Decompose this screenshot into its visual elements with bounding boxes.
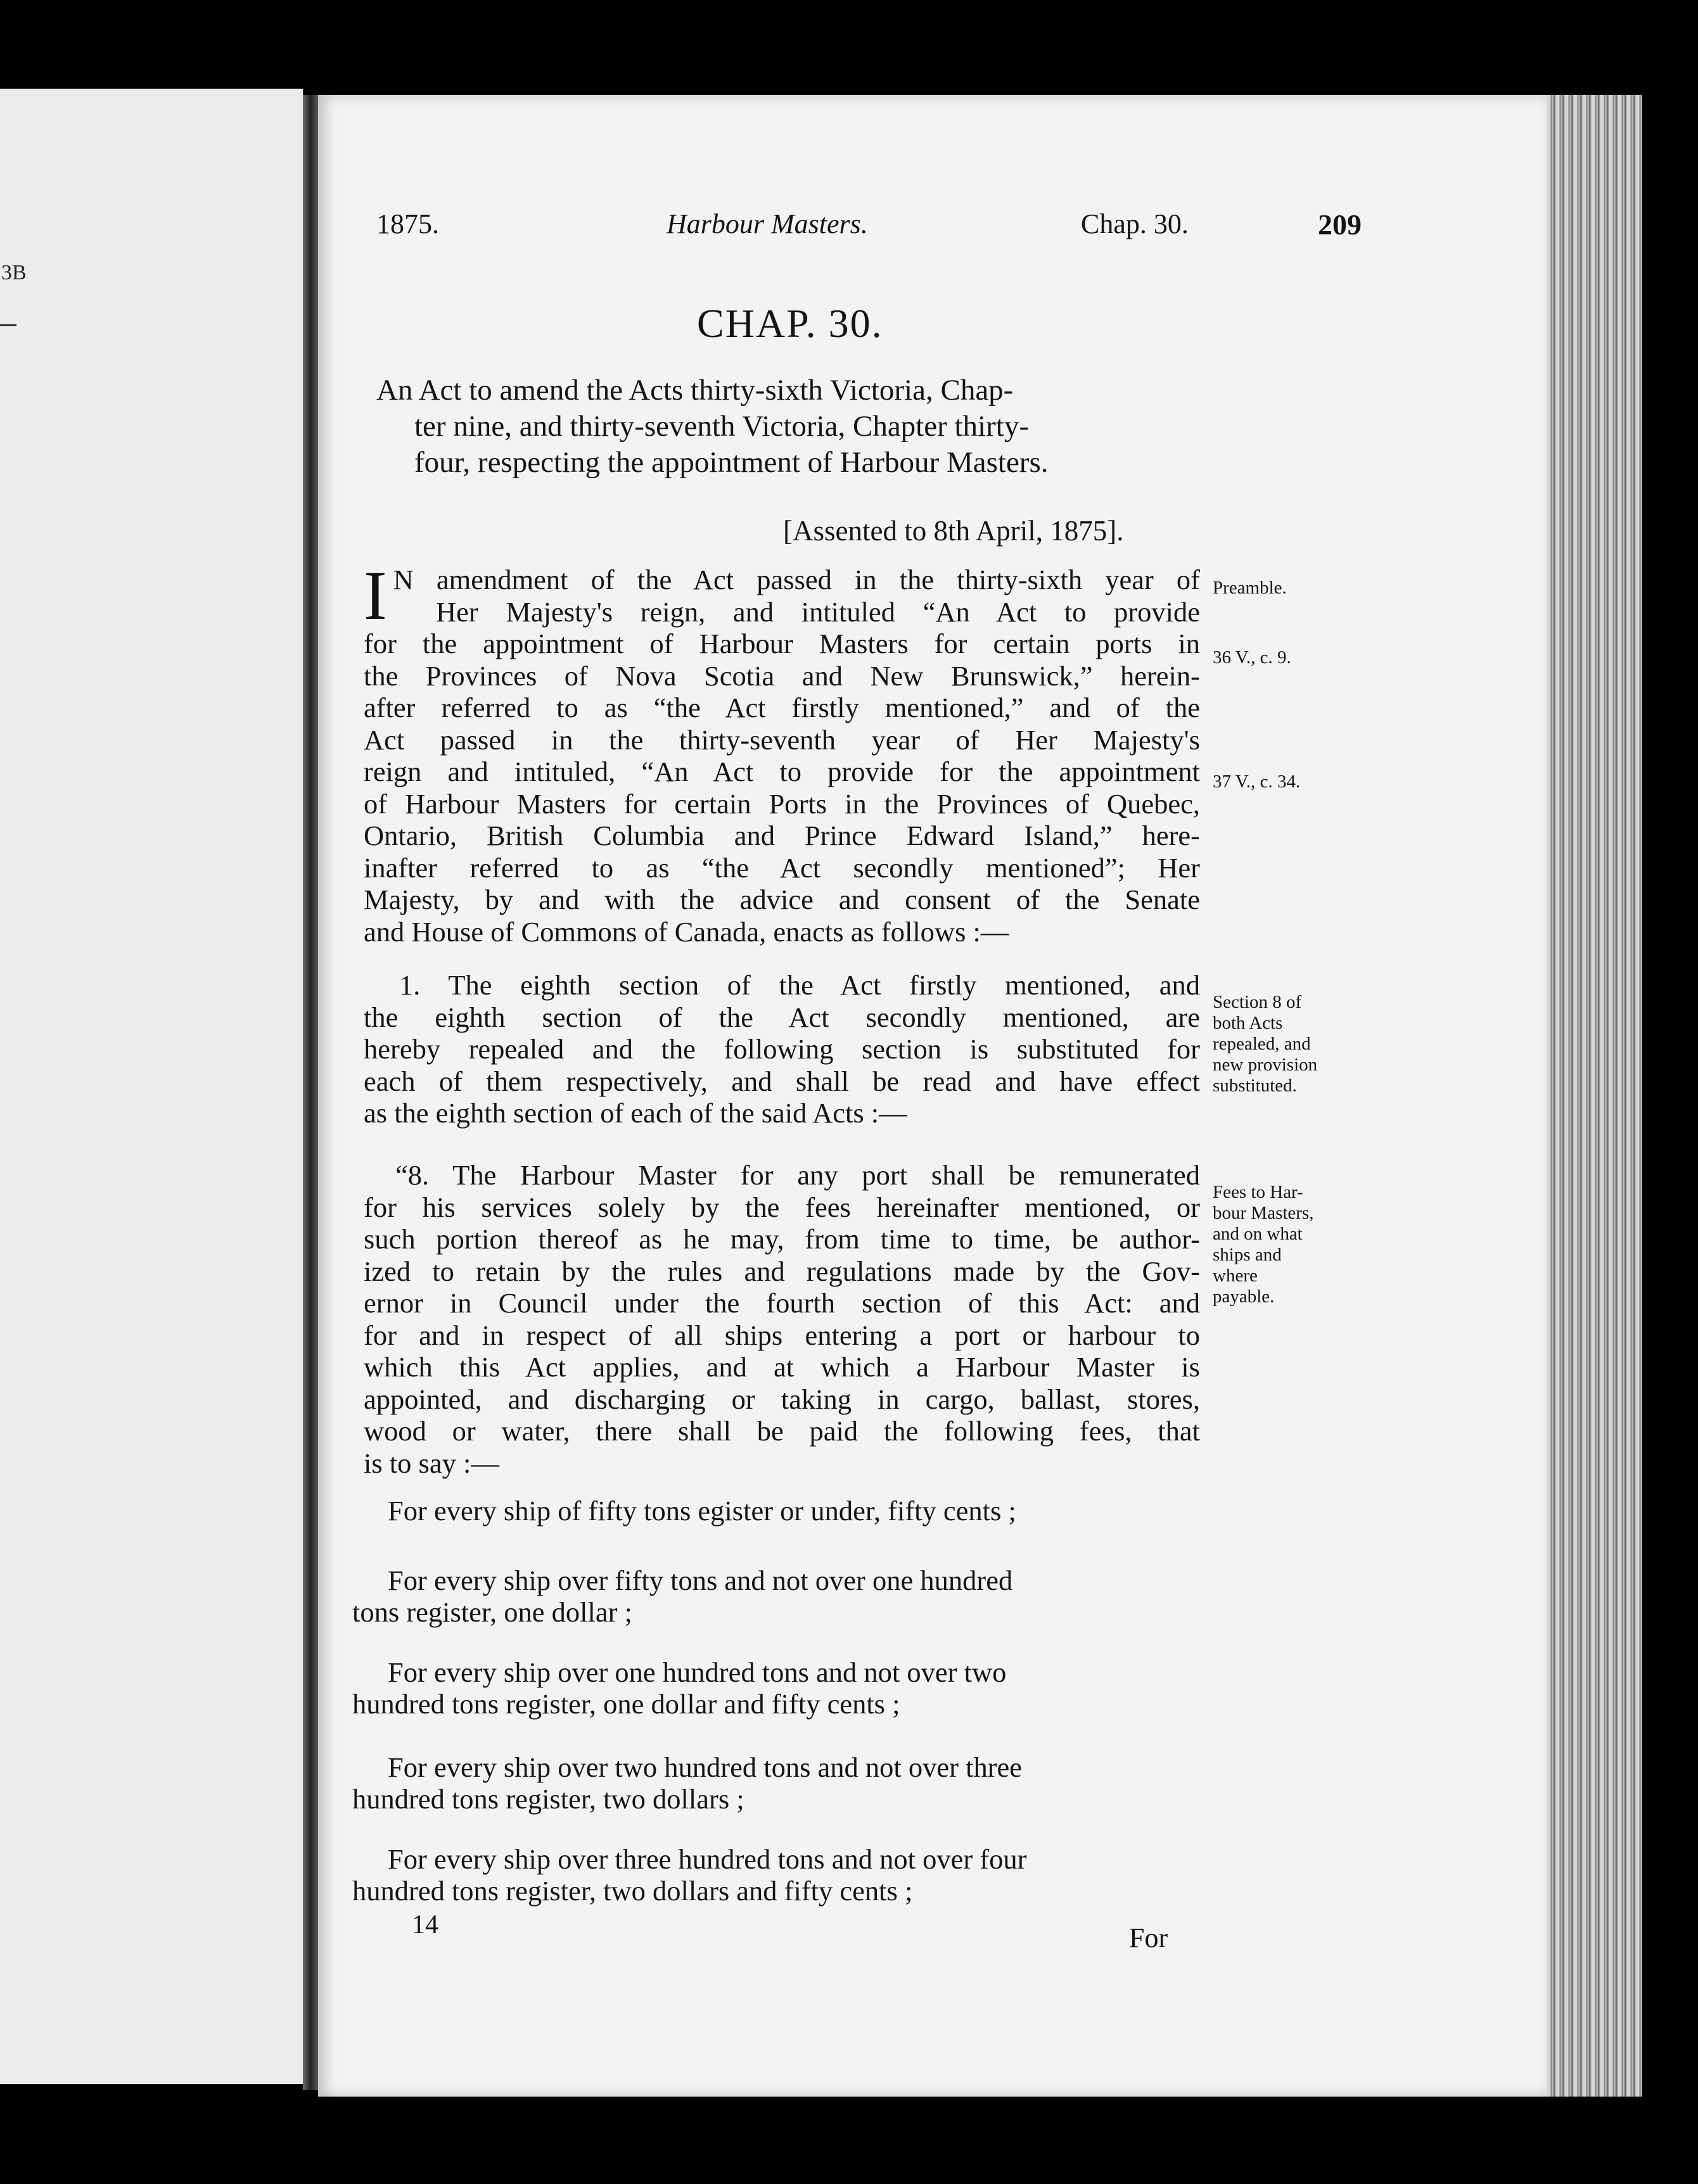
margin-note-line: both Acts [1213, 1013, 1283, 1033]
margin-note-fees [1213, 1182, 1313, 1307]
act-title [376, 372, 1200, 481]
section-8-paragraph [364, 1159, 1200, 1479]
section-8-line: ernor in Council under the fourth section of this Act: and [364, 1287, 1200, 1319]
section-8-line: for his services solely by the fees hereinafter mentioned, or [364, 1191, 1200, 1223]
margin-note-line: Preamble. [1213, 578, 1287, 598]
section-1-line: hereby repealed and the following section is substituted for [364, 1033, 1200, 1065]
preamble-line: Ontario, British Columbia and Prince Edward Island,” here- [364, 820, 1200, 851]
preamble-line: Act passed in the thirty-seventh year of Her Majesty's [364, 723, 1200, 756]
act-title-line: ter nine, and thirty-seventh Victoria, Chapter thirty- [414, 410, 1029, 443]
preamble-paragraph [364, 557, 1200, 948]
preamble-line: after referred to as “the Act firstly mentioned,” and of the [364, 692, 1200, 723]
fee-item [352, 1495, 1195, 1527]
preamble-line: the Provinces of Nova Scotia and New Brunswick,” herein- [364, 659, 1200, 692]
fee-line: tons register, one dollar ; [352, 1596, 632, 1628]
drop-cap: I [364, 557, 387, 634]
margin-note-37-victoria [1213, 771, 1300, 792]
margin-note-line: bour Masters, [1213, 1203, 1314, 1223]
section-1-line: each of them respectively, and shall be read and have effect [364, 1065, 1200, 1097]
margin-note-line: substituted. [1213, 1076, 1297, 1096]
book-gutter [303, 95, 318, 2090]
facing-page-fragment: 3B [1, 261, 27, 284]
header-title: Harbour Masters. [667, 208, 868, 239]
preamble-line: inafter referred to as “the Act secondly mentioned”; Her [364, 851, 1200, 884]
assent-date: [Assented to 8th April, 1875]. [783, 515, 1124, 547]
margin-note-line: new provision [1213, 1055, 1318, 1075]
fee-item [352, 1656, 1195, 1720]
signature-mark: 14 [412, 1910, 438, 1940]
fee-item [352, 1565, 1195, 1628]
section-8-line: appointed, and discharging or taking in cargo, ballast, stores, [364, 1383, 1200, 1415]
section-8-line: such portion thereof as he may, from time to time, be author- [364, 1223, 1200, 1255]
section-8-line: for and in respect of all ships entering a port or harbour to [364, 1319, 1200, 1351]
margin-note-line: Fees to Har- [1213, 1182, 1303, 1202]
fee-line: hundred tons register, two dollars ; [352, 1783, 744, 1815]
margin-note-36-victoria [1213, 647, 1291, 668]
catchword: For [1129, 1922, 1168, 1953]
margin-note-line: payable. [1213, 1286, 1275, 1307]
chapter-title: CHAP. 30. [697, 301, 883, 346]
fee-item [352, 1843, 1195, 1907]
preamble-line: of Harbour Masters for certain Ports in the Provinces of Quebec, [364, 787, 1200, 820]
preamble-line: and House of Commons of Canada, enacts as follows :— [364, 915, 1009, 948]
header-year: 1875. [376, 208, 439, 239]
margin-note-preamble [1213, 578, 1287, 599]
act-title-line: An Act to amend the Acts thirty-sixth Victoria, Chap- [376, 374, 1014, 407]
page-edges [1547, 95, 1642, 2097]
preamble-line: reign and intituled, “An Act to provide for the appointment [364, 756, 1200, 787]
margin-note-line: where [1213, 1266, 1258, 1286]
fee-line: For every ship of fifty tons egister or under, fifty cents ; [388, 1495, 1016, 1527]
fee-line: For every ship over one hundred tons and not over two [388, 1656, 1007, 1688]
section-8-line: “8. The Harbour Master for any port shall be remunerated [395, 1159, 1200, 1191]
header-chapter: Chap. 30. [1081, 208, 1189, 239]
margin-note-section-8 [1213, 992, 1317, 1096]
fee-line: hundred tons register, two dollars and fifty cents ; [352, 1875, 913, 1907]
facing-page [0, 89, 303, 2084]
section-1-paragraph [364, 969, 1200, 1129]
fee-line: For every ship over two hundred tons and not over three [388, 1751, 1023, 1783]
section-1-line: the eighth section of the Act secondly mentioned, are [364, 1001, 1200, 1033]
preamble-line: N amendment of the Act passed in the thirty-sixth year of [393, 564, 1200, 595]
page-number: 209 [1318, 208, 1362, 241]
section-8-line: is to say :— [364, 1447, 499, 1479]
act-title-line: four, respecting the appointment of Harbour Masters. [414, 446, 1049, 479]
section-1-line: 1. The eighth section of the Act firstly mentioned, and [399, 969, 1200, 1001]
margin-note-line: Section 8 of [1213, 992, 1302, 1012]
preamble-line: for the appointment of Harbour Masters for certain ports in [364, 628, 1200, 659]
fee-line: hundred tons register, one dollar and fifty cents ; [352, 1688, 900, 1720]
fee-item [352, 1751, 1195, 1815]
section-1-line: as the eighth section of each of the said Acts :— [364, 1097, 907, 1129]
margin-note-line: ships and [1213, 1245, 1282, 1265]
margin-note-line: 37 V., c. 34. [1213, 771, 1301, 792]
margin-note-line: and on what [1213, 1224, 1303, 1244]
margin-note-line: 36 V., c. 9. [1213, 647, 1291, 668]
margin-note-line: repealed, and [1213, 1034, 1311, 1054]
facing-page-rule [0, 324, 16, 326]
fee-line: For every ship over fifty tons and not over one hundred [388, 1565, 1013, 1596]
fee-line: For every ship over three hundred tons and not over four [388, 1843, 1027, 1875]
preamble-line: Her Majesty's reign, and intituled “An Act to provide [436, 595, 1200, 628]
section-8-line: wood or water, there shall be paid the following fees, that [364, 1415, 1200, 1447]
preamble-line: Majesty, by and with the advice and consent of the Senate [364, 884, 1200, 915]
section-8-line: which this Act applies, and at which a Harbour Master is [364, 1351, 1200, 1383]
section-8-line: ized to retain by the rules and regulations made by the Gov- [364, 1255, 1200, 1287]
